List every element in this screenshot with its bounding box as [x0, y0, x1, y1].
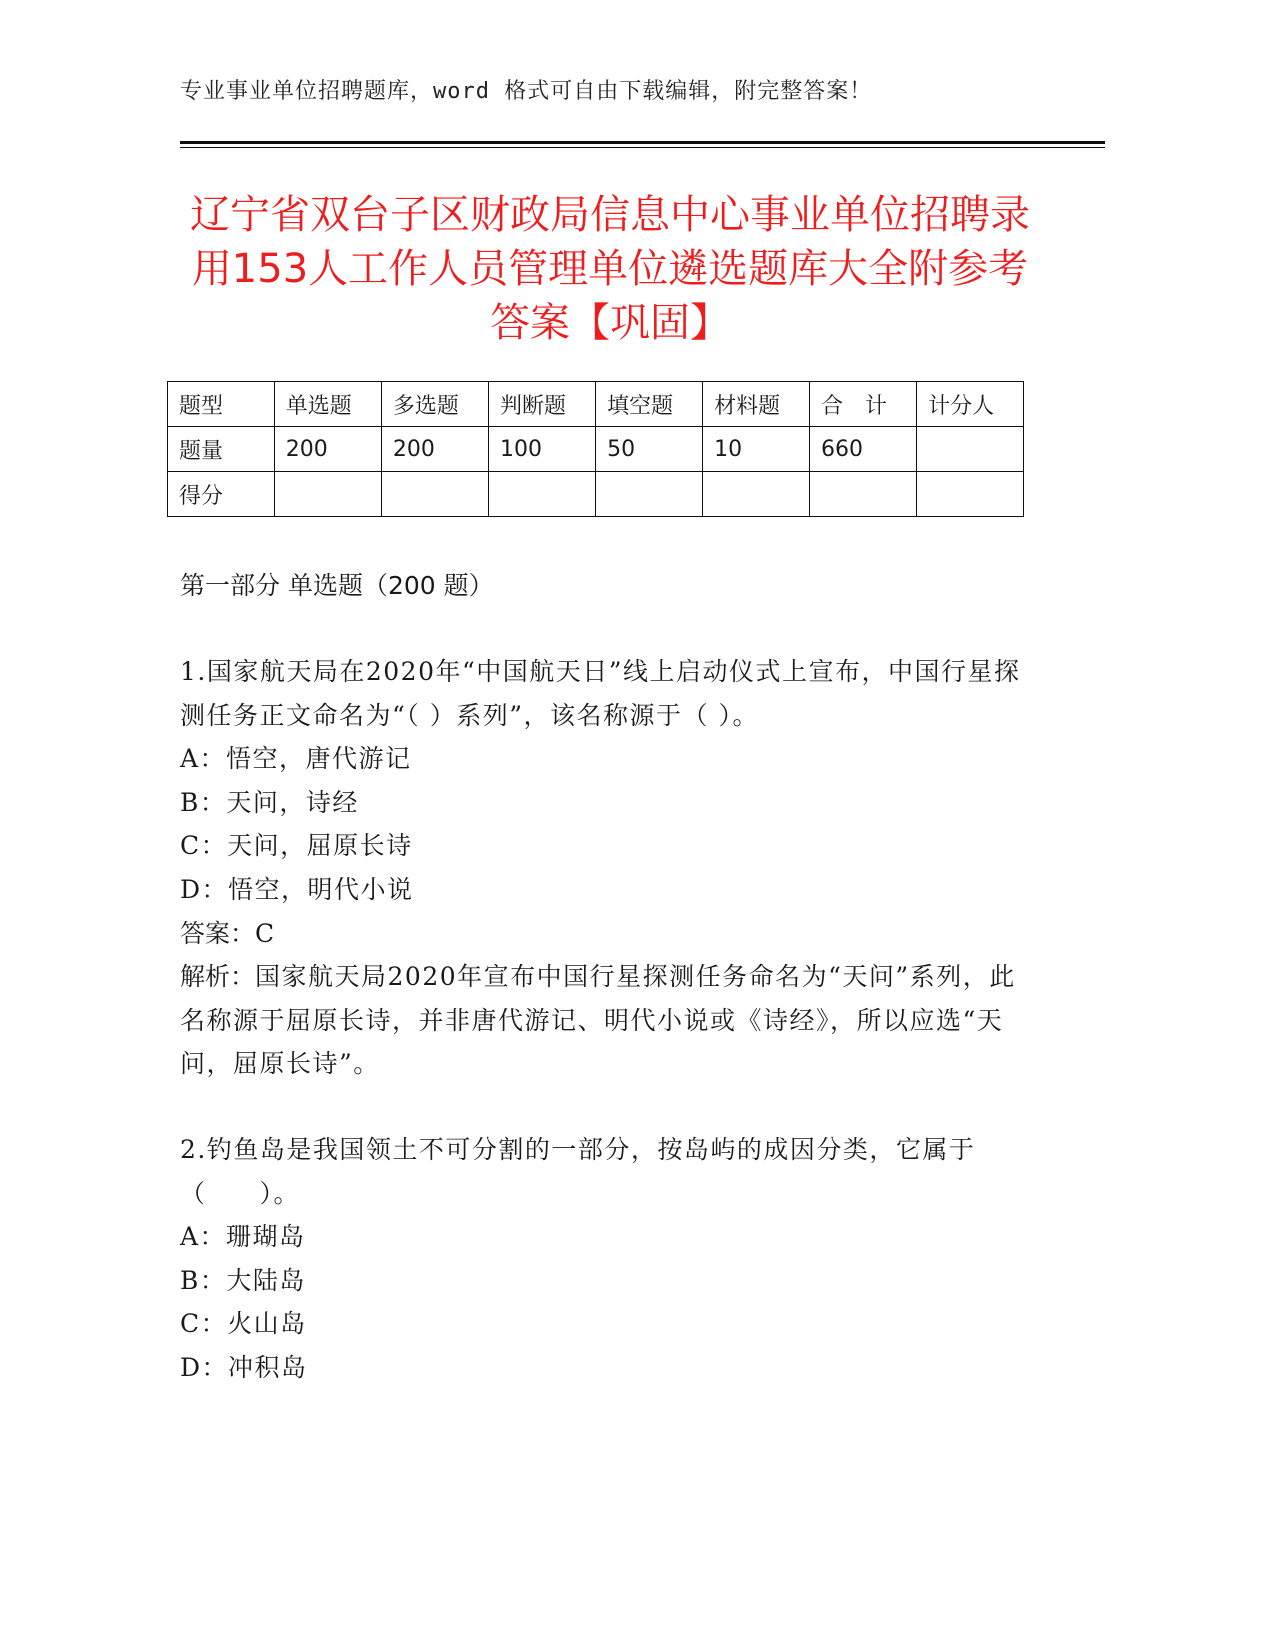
- table-cell: [703, 472, 810, 517]
- table-cell: 200: [381, 427, 488, 472]
- table-cell: 材料题: [703, 382, 810, 427]
- section-title: 第一部分 单选题（200 题）: [180, 571, 494, 600]
- question-stem: 2.钓鱼岛是我国领土不可分割的一部分，按岛屿的成因分类，它属于（ ）。: [180, 1135, 976, 1208]
- option-a: A：悟空，唐代游记: [180, 744, 412, 774]
- analysis-line: [180, 955, 1030, 1086]
- header-rule-thin: [180, 147, 1105, 148]
- answer-label: 答案：: [180, 918, 256, 948]
- question-1: [180, 650, 1030, 1086]
- option-d: D：悟空，明代小说: [180, 874, 414, 904]
- header-rule-thick: [180, 141, 1105, 144]
- table-cell: 计分人: [917, 382, 1024, 427]
- table-cell: [809, 472, 916, 517]
- table-row: [168, 472, 1024, 517]
- option-a: A：珊瑚岛: [180, 1222, 306, 1252]
- score-table: [167, 381, 1024, 517]
- analysis-text: 国家航天局2020年宣布中国行星探测任务命名为“天问”系列，此名称源于屈原长诗，并非唐代游记、明代小说或《诗经》，所以应选“天问，屈原长诗”。: [180, 962, 1016, 1079]
- analysis-label: 解析：: [180, 962, 256, 992]
- table-cell: 得分: [168, 472, 275, 517]
- table-cell: 题型: [168, 382, 275, 427]
- table-cell: [917, 472, 1024, 517]
- table-cell: 单选题: [274, 382, 381, 427]
- table-row: [168, 382, 1024, 427]
- table-cell: [489, 472, 596, 517]
- answer-line: [180, 912, 1030, 956]
- table-cell: 判断题: [489, 382, 596, 427]
- table-cell: 50: [596, 427, 703, 472]
- option-c: C：火山岛: [180, 1309, 307, 1339]
- table-cell: 200: [274, 427, 381, 472]
- document-title: 辽宁省双台子区财政局信息中心事业单位招聘录用153人工作人员管理单位遴选题库大全附参考答案【巩固】: [190, 192, 1030, 346]
- table-row: [168, 427, 1024, 472]
- header-note: 专业事业单位招聘题库，word 格式可自由下载编辑，附完整答案！: [180, 79, 873, 104]
- question-2: [180, 1128, 1030, 1390]
- question-stem: 1.国家航天局在2020年“中国航天日”线上启动仪式上宣布，中国行星探测任务正文命名为“（ ）系列”，该名称源于（ ）。: [180, 657, 1021, 730]
- option-b: B：天问，诗经: [180, 787, 359, 817]
- table-cell: 题量: [168, 427, 275, 472]
- table-cell: 10: [703, 427, 810, 472]
- table-cell: [596, 472, 703, 517]
- option-b: B：大陆岛: [180, 1265, 306, 1295]
- option-c: C：天问，屈原长诗: [180, 831, 413, 861]
- table-cell: [917, 427, 1024, 472]
- table-cell: 100: [489, 427, 596, 472]
- answer-value: C: [255, 918, 276, 948]
- option-d: D：冲积岛: [180, 1352, 308, 1382]
- table-cell: 合 计: [809, 382, 916, 427]
- table-cell: [381, 472, 488, 517]
- table-cell: 多选题: [381, 382, 488, 427]
- table-cell: 660: [809, 427, 916, 472]
- table-cell: [274, 472, 381, 517]
- table-cell: 填空题: [596, 382, 703, 427]
